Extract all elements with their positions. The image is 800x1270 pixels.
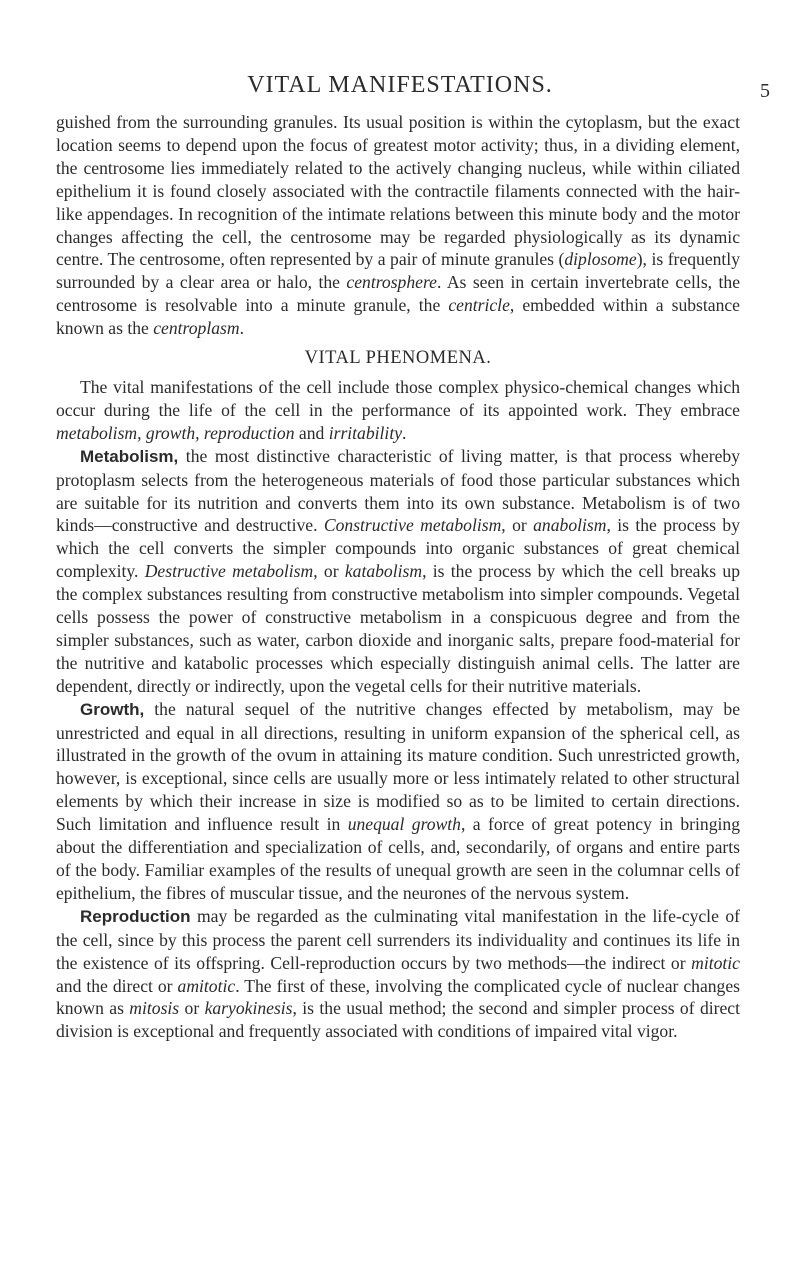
paragraph-growth: Growth, the natural sequel of the nutritive changes effected by metabolism, may be unrestricted and equal in all directions, resulting in uniform expansion of the spherical cell, as illustrated in the growth of the ovum in attaining its mature condition. Such unrestricted growth, however, is exceptional, since cells are usually more or less intimately related to other structural elements by which their increase in size is modified so as to be limited to certain directions. Such limitation and influence result in unequal growth, a force of great potency in bringing about the differentiation and specialization of cells, and, secondarily, of organs and entire parts of the body. Familiar examples of the results of unequal growth are seen in the columnar cells of epithelium, the fibres of muscular tissue, and the neurones of the nervous system. <box>56 698 740 903</box>
term-unequal-growth: unequal growth <box>347 814 461 835</box>
paragraph-vital-manifestations: The vital manifestations of the cell include those complex physico-chemical changes which occur during the life of the cell in the performance of its appointed work. They embrace metabolism, growth, reproduction and irritability. <box>56 376 740 443</box>
term-anabolism: anabolism <box>533 515 607 536</box>
running-head: VITAL MANIFESTATIONS. <box>247 72 553 98</box>
section-heading: VITAL PHENOMENA. <box>304 348 492 369</box>
term-katabolism: katabolism <box>344 561 423 582</box>
term-constructive-metabolism: Constructive metabolism <box>323 515 502 536</box>
term-diplosome: diplosome <box>564 249 637 270</box>
paragraph-reproduction: Reproduction may be regarded as the culminating vital manifestation in the life-cycle of the cell, since by this process the parent cell surrenders its individuality and continues its life in the existence of its offspring. Cell-reproduction occurs by two methods—the indirect or mitotic and the direct or amitotic. The first of these, involving the complicated cycle of nuclear changes known as mitosis or karyokinesis, is the usual method; the second and simpler process of direct division is exceptional and frequently associated with conditions of impaired vital vigor. <box>56 905 741 1042</box>
term-mitosis: mitosis <box>129 998 180 1019</box>
run-in-heading-growth: Growth, <box>80 699 145 719</box>
paragraph-metabolism: Metabolism, the most distinctive characteristic of living matter, is that process whereby protoplasm selects from the heterogeneous materials of food those particular substances which are suitable for its nutrition and converts them into its own substance. Metabolism is of two kinds—constructive and destructive. Constructive metabolism, or anabolism, is the process by which the cell converts the simpler compounds into organic substances of great chemical complexity. Destructive metabolism, or katabolism, is the process by which the cell breaks up the complex substances resulting from constructive metabolism into simpler compounds. Vegetal cells possess the power of constructive metabolism in a conspicuous degree and from the simpler substances, such as water, carbon dioxide and inorganic salts, prepare food-material for the nutritive and katabolic processes which especially distinguish animal cells. The latter are dependent, directly or indirectly, upon the vegetal cells for their nutritive materials. <box>56 445 741 696</box>
page-number: 5 <box>760 80 770 102</box>
term-mitotic: mitotic <box>691 952 740 973</box>
term-karyokinesis: karyokinesis <box>204 998 293 1019</box>
term-destructive-metabolism: Destructive metabolism <box>144 561 314 582</box>
body-text <box>56 111 740 1043</box>
term-amitotic: amitotic <box>177 975 236 996</box>
term-centricle: centricle <box>448 295 510 316</box>
paragraph-centrosome: guished from the surrounding granules. Its usual position is within the cytoplasm, but the exact location seems to depend upon the focus of greatest motor activity; thus, in a dividing element, the centrosome lies immediately related to the actively changing nucleus, while within ciliated epithelium it is found closely associated with the contractile filaments connected with the hair-like appendages. In recognition of the intimate relations between this minute body and the motor changes affecting the cell, the centrosome may be regarded physiologically as its dynamic centre. The centrosome, often represented by a pair of minute granules (diplosome), is frequently surrounded by a clear area or halo, the centrosphere. As seen in certain invertebrate cells, the centrosome is resolvable into a minute granule, the centricle, embedded within a substance known as the centroplasm. <box>56 112 741 339</box>
run-in-heading-reproduction: Reproduction <box>80 906 191 926</box>
term-centroplasm: centroplasm <box>153 318 240 339</box>
term-list: metabolism, growth, reproduction <box>56 422 295 443</box>
term-irritability: irritability <box>328 422 403 443</box>
run-in-heading-metabolism: Metabolism, <box>80 446 179 466</box>
term-centrosphere: centrosphere <box>346 272 437 293</box>
